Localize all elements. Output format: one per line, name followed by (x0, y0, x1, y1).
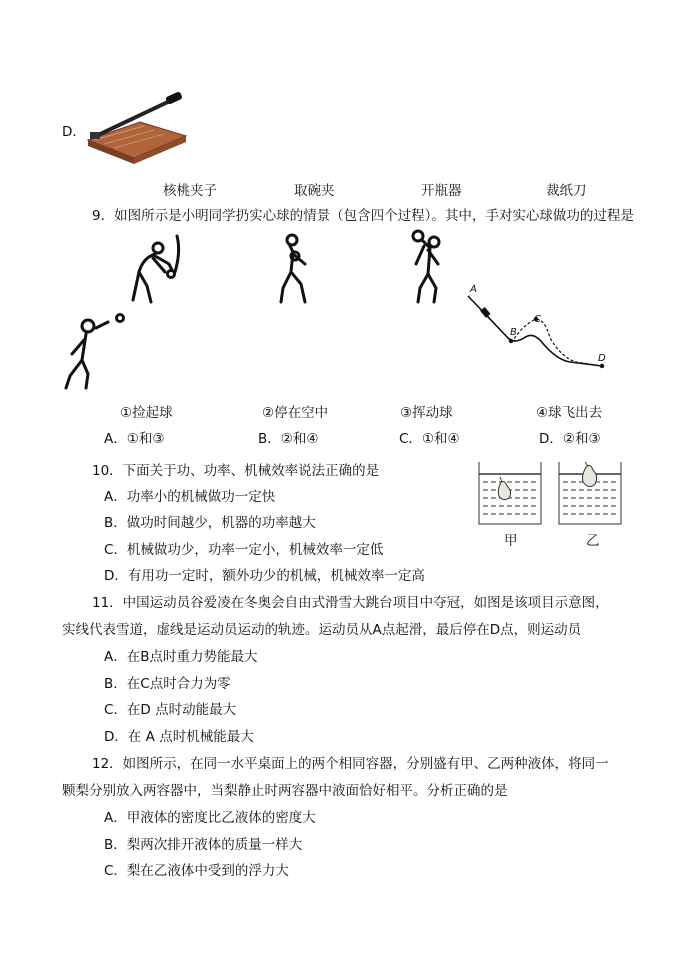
track-point-c: C (534, 314, 541, 325)
q12-stem-line2: 颗梨分别放入两容器中，当梨静止时两容器中液面恰好相平。分析正确的是 (62, 783, 508, 799)
q11-stem-line1: 11．中国运动员谷爱凌在冬奥会自由式滑雪大跳台项目中夺冠，如图是该项目示意图， (92, 595, 609, 611)
track-point-d: D (598, 353, 606, 364)
q8-caption-1: 核桃夹子 (163, 183, 217, 199)
q9-step-label-4: ④球飞出去 (536, 405, 603, 421)
q9-step-label-1: ①捡起球 (120, 405, 173, 421)
container-label-jia: 甲 (504, 533, 518, 549)
q9-step-label-3: ③挥动球 (400, 405, 453, 421)
track-point-b: B (510, 327, 517, 338)
q8-caption-4: 裁纸刀 (546, 183, 587, 199)
container-jia (479, 462, 541, 524)
q9-option-d[interactable]: D．②和③ (539, 431, 601, 447)
q9-option-a[interactable]: A．①和③ (104, 431, 165, 447)
q11-stem-line2: 实线代表雪道，虚线是运动员运动的轨迹。运动员从A点起滑，最后停在D点，则运动员 (62, 622, 582, 638)
figure-pick-up-ball (125, 228, 190, 306)
ski-jump-track-diagram (464, 286, 614, 372)
figure-ball-in-air (275, 232, 320, 307)
q10-option-a[interactable]: A．功率小的机械做功一定快 (104, 489, 276, 505)
q8-option-d-label: D． (62, 124, 86, 140)
container-yi (559, 462, 621, 524)
q12-stem-line1: 12．如图所示，在同一水平桌面上的两个相同容器，分别盛有甲、乙两种液体，将同一 (92, 756, 609, 772)
q11-option-a[interactable]: A．在B点时重力势能最大 (104, 649, 258, 665)
q8-caption-3: 开瓶器 (421, 183, 462, 199)
container-label-yi: 乙 (586, 533, 600, 549)
q9-step-label-2: ②停在空中 (262, 405, 329, 421)
q9-stem: 9．如图所示是小明同学扔实心球的情景（包含四个过程）。其中，手对实心球做功的过程是 (92, 208, 634, 224)
q10-option-b[interactable]: B．做功时间越少，机器的功率越大 (104, 515, 316, 531)
track-point-a: A (470, 284, 477, 295)
q10-option-d[interactable]: D．有用功一定时，额外功少的机械，机械效率一定高 (104, 568, 425, 584)
q12-option-a[interactable]: A．甲液体的密度比乙液体的密度大 (104, 810, 316, 826)
q9-option-b[interactable]: B．②和④ (258, 431, 319, 447)
q9-option-c[interactable]: C．①和④ (399, 431, 460, 447)
q12-option-b[interactable]: B．梨两次排开液体的质量一样大 (104, 837, 303, 853)
figure-throw-ball (62, 310, 132, 390)
q10-stem: 10．下面关于功、功率、机械效率说法正确的是 (92, 463, 380, 479)
q10-option-c[interactable]: C．机械做功少，功率一定小，机械效率一定低 (104, 542, 384, 558)
two-containers-diagram (475, 460, 625, 530)
q11-option-d[interactable]: D．在 A 点时机械能最大 (104, 729, 254, 745)
paper-cutter-image (84, 92, 190, 168)
q11-option-c[interactable]: C．在D 点时动能最大 (104, 702, 237, 718)
q12-option-c[interactable]: C．梨在乙液体中受到的浮力大 (104, 863, 289, 879)
figure-swing-ball (404, 224, 454, 306)
q8-caption-2: 取碗夹 (294, 183, 335, 199)
q11-option-b[interactable]: B．在C点时合力为零 (104, 676, 231, 692)
